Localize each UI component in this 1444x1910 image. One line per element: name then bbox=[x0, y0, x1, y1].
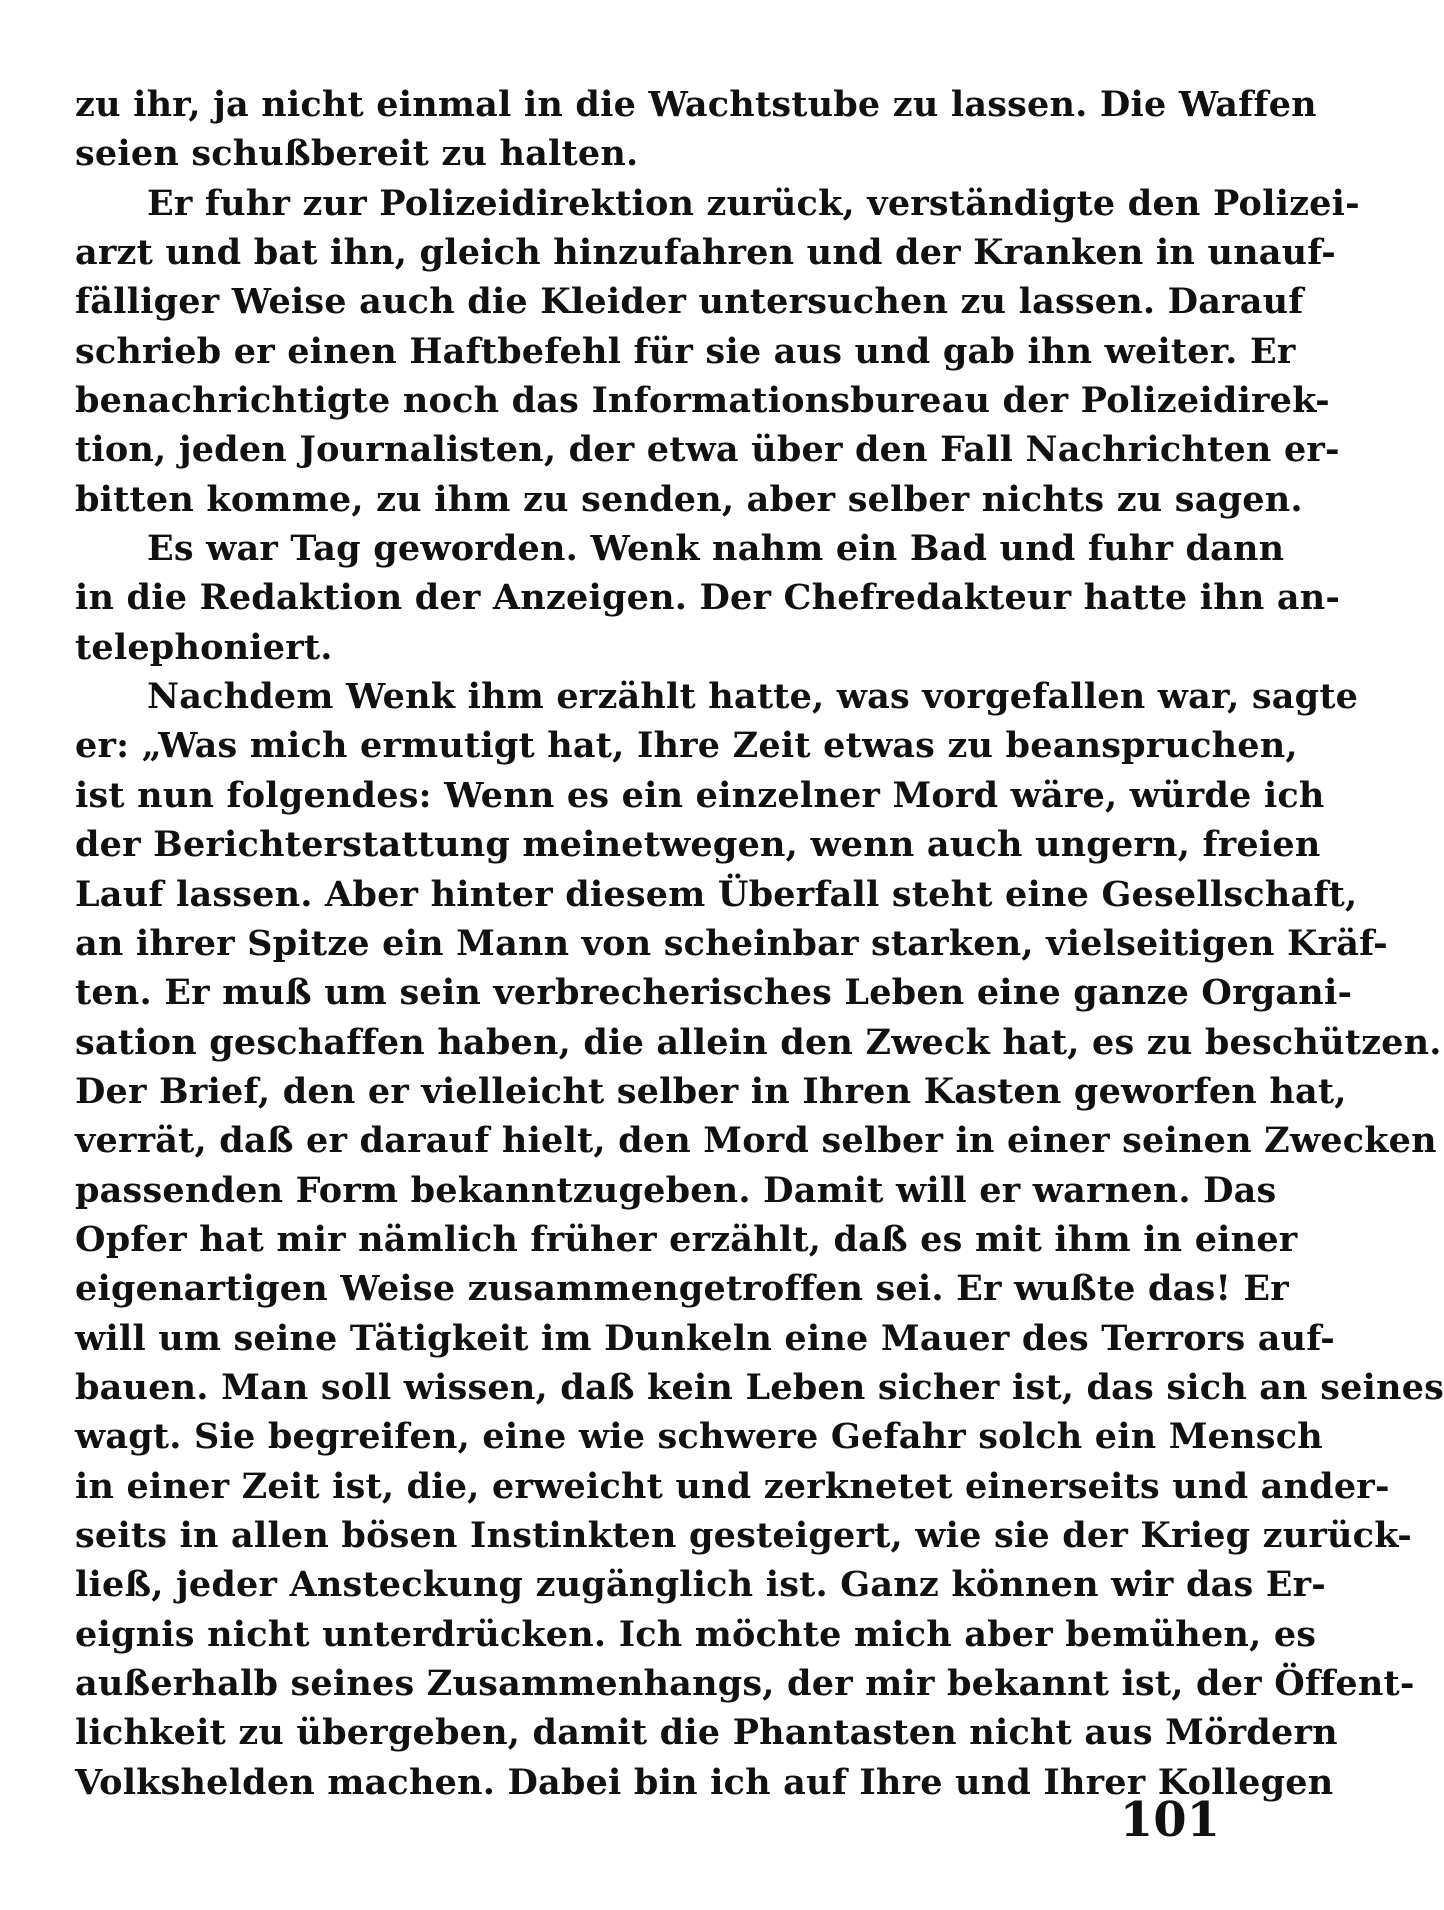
text-line: will um seine Tätigkeit im Dunkeln eine Mauer des Terrors auf- bbox=[75, 1317, 1335, 1359]
text-line: Lauf lassen. Aber hinter diesem Überfall steht eine Gesellschaft, bbox=[75, 873, 1358, 915]
text-line: verrät, daß er darauf hielt, den Mord selber in einer seinen Zwecken bbox=[75, 1120, 1437, 1162]
text-line: in einer Zeit ist, die, erweicht und zerknetet einerseits und ander- bbox=[75, 1465, 1390, 1507]
text-line: eigenartigen Weise zusammengetroffen sei. Er wußte das! Er bbox=[75, 1268, 1289, 1310]
text-line: eignis nicht unterdrücken. Ich möchte mich aber bemühen, es bbox=[75, 1613, 1317, 1655]
text-line: Es war Tag geworden. Wenk nahm ein Bad und fuhr dann bbox=[147, 528, 1285, 570]
text-line: telephoniert. bbox=[75, 626, 333, 668]
text-line: passenden Form bekanntzugeben. Damit will er warnen. Das bbox=[75, 1169, 1277, 1211]
text-line: wagt. Sie begreifen, eine wie schwere Gefahr solch ein Mensch bbox=[75, 1416, 1323, 1458]
text-line: arzt und bat ihn, gleich hinzufahren und der Kranken in unauf- bbox=[75, 232, 1337, 274]
text-line: er: „Was mich ermutigt hat, Ihre Zeit etwas zu beanspruchen, bbox=[75, 725, 1298, 767]
text-line: bauen. Man soll wissen, daß kein Leben sicher ist, das sich an seines bbox=[75, 1366, 1444, 1408]
text-line: außerhalb seines Zusammenhangs, der mir bekannt ist, der Öffent- bbox=[75, 1663, 1415, 1704]
text-line: seien schußbereit zu halten. bbox=[75, 133, 639, 175]
text-line: sation geschaffen haben, die allein den Zweck hat, es zu beschützen. bbox=[75, 1021, 1442, 1063]
text-line: ließ, jeder Ansteckung zugänglich ist. Ganz können wir das Er- bbox=[75, 1564, 1327, 1606]
text-line: Der Brief, den er vielleicht selber in Ihren Kasten geworfen hat, bbox=[75, 1070, 1347, 1112]
text-line: schrieb er einen Haftbefehl für sie aus und gab ihn weiter. Er bbox=[75, 330, 1296, 372]
text-line: bitten komme, zu ihm zu senden, aber selber nichts zu sagen. bbox=[75, 478, 1303, 520]
text-line: ten. Er muß um sein verbrecherisches Leben eine ganze Organi- bbox=[75, 972, 1353, 1014]
text-line: der Berichterstattung meinetwegen, wenn auch ungern, freien bbox=[75, 824, 1321, 866]
text-line: an ihrer Spitze ein Mann von scheinbar starken, vielseitigen Kräf- bbox=[75, 922, 1388, 964]
body-text bbox=[75, 80, 1444, 1807]
text-line: benachrichtigte noch das Informationsbureau der Polizeidirek- bbox=[75, 380, 1330, 422]
text-line: Er fuhr zur Polizeidirektion zurück, verständigte den Polizei- bbox=[147, 182, 1360, 224]
text-line: seits in allen bösen Instinkten gesteigert, wie sie der Krieg zurück- bbox=[75, 1514, 1412, 1556]
text-line: zu ihr, ja nicht einmal in die Wachtstube zu lassen. Die Waffen bbox=[75, 84, 1317, 125]
page-number: 101 bbox=[1119, 1792, 1220, 1848]
text-line: Opfer hat mir nämlich früher erzählt, daß es mit ihm in einer bbox=[75, 1218, 1298, 1260]
text-line: tion, jeden Journalisten, der etwa über den Fall Nachrichten er- bbox=[75, 429, 1340, 471]
text-line: ist nun folgendes: Wenn es ein einzelner Mord wäre, würde ich bbox=[75, 774, 1325, 816]
text-line: Nachdem Wenk ihm erzählt hatte, was vorgefallen war, sagte bbox=[147, 676, 1359, 718]
text-line: fälliger Weise auch die Kleider untersuchen zu lassen. Darauf bbox=[75, 281, 1304, 323]
text-line: Volkshelden machen. Dabei bin ich auf Ihre und Ihrer Kollegen bbox=[75, 1761, 1334, 1803]
text-line: in die Redaktion der Anzeigen. Der Chefredakteur hatte ihn an- bbox=[75, 577, 1341, 619]
text-line: lichkeit zu übergeben, damit die Phantasten nicht aus Mördern bbox=[75, 1712, 1338, 1754]
